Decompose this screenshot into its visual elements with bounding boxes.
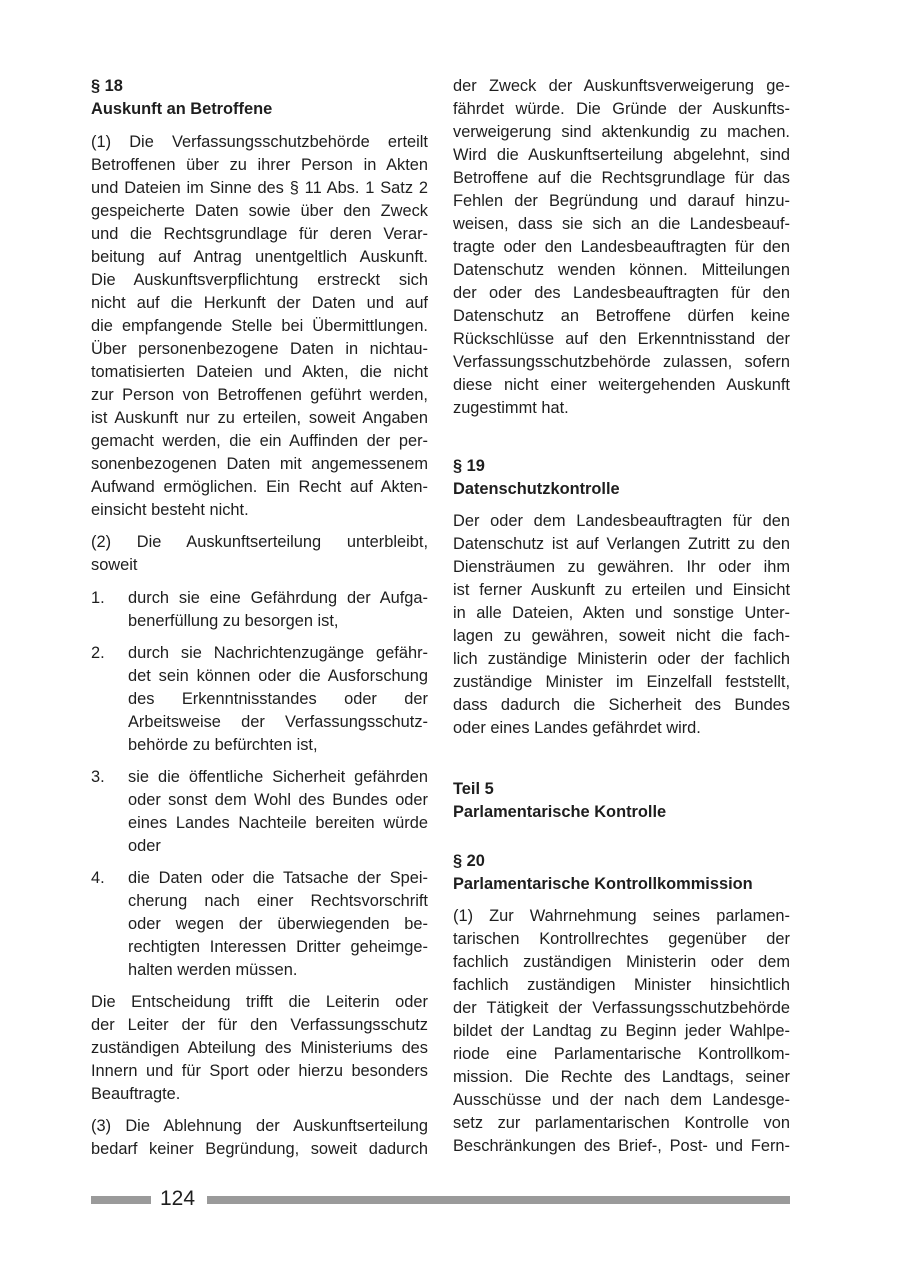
text-line: Über personenbezogene Daten in nichtau- — [91, 340, 428, 358]
list-number: 1. — [91, 589, 105, 607]
page-number: 124 — [160, 1187, 196, 1210]
text-line: Die Entscheidung trifft die Leiterin oder — [91, 993, 428, 1011]
section-20-title: Parlamentarische Kontrollkommission — [453, 875, 753, 893]
text-line: verweigerung sind aktenkundig zu machen. — [453, 123, 790, 141]
text-line: der oder des Landesbeauftragten für den — [453, 284, 790, 302]
text-line: ist ferner Auskunft zu erteilen und Einsicht — [453, 581, 790, 599]
text-line: (3) Die Ablehnung der Auskunftserteilung — [91, 1117, 428, 1135]
text-line: rechtigten Interessen Dritter geheimge- — [128, 938, 428, 956]
text-line: gespeicherte Daten sowie über den Zweck — [91, 202, 428, 220]
text-line: Innern und für Sport oder hierzu besonders — [91, 1062, 428, 1080]
text-line: Rückschlüsse auf den Erkenntnisstand der — [453, 330, 790, 348]
text-line: und die Rechtsgrundlage für deren Verar- — [91, 225, 428, 243]
text-line: zugestimmt hat. — [453, 399, 569, 417]
text-line: beitung auf Antrag unentgeltlich Auskunft. — [91, 248, 428, 266]
text-line: oder wegen der überwiegenden be- — [128, 915, 428, 933]
text-line: des Erkenntnisstandes oder der — [128, 690, 428, 708]
section-19-title: Datenschutzkontrolle — [453, 480, 620, 498]
text-line: Fehlen der Begründung und darauf hinzu- — [453, 192, 790, 210]
text-line: gemacht werden, die ein Auffinden der per- — [91, 432, 428, 450]
text-line: Datenschutz ist auf Verlangen Zutritt zu den — [453, 535, 790, 553]
text-line: Datenschutz an Betroffene dürfen keine — [453, 307, 790, 325]
text-line: tragte oder den Landesbeauftragten für den — [453, 238, 790, 256]
text-line: nicht auf die Herkunft der Daten und auf — [91, 294, 428, 312]
text-line: in alle Dateien, Akten und sonstige Unter- — [453, 604, 790, 622]
text-line: tarischen Kontrollrechtes gegenüber der — [453, 930, 790, 948]
text-line: ist Auskunft nur zu erteilen, soweit Angaben — [91, 409, 428, 427]
text-line: Betroffene auf die Rechtsgrundlage für das — [453, 169, 790, 187]
text-line: Beauftragte. — [91, 1085, 181, 1103]
text-line: die Daten oder die Tatsache der Spei- — [128, 869, 428, 887]
text-line: tomatisierten Dateien und Akten, die nicht — [91, 363, 428, 381]
text-line: benerfüllung zu besorgen ist, — [128, 612, 339, 630]
section-18-number: § 18 — [91, 77, 123, 95]
text-line: lagen zu gewähren, soweit nicht die fach- — [453, 627, 790, 645]
text-line: det sein können oder die Ausforschung — [128, 667, 428, 685]
text-line: der Tätigkeit der Verfassungsschutzbehörde — [453, 999, 790, 1017]
text-line: setz zur parlamentarischen Kontrolle von — [453, 1114, 790, 1132]
list-number: 4. — [91, 869, 105, 887]
text-line: der Leiter der für den Verfassungsschutz — [91, 1016, 428, 1034]
part-5-title: Parlamentarische Kontrolle — [453, 803, 667, 821]
footer-rule-left — [91, 1196, 151, 1204]
text-line: fährdet würde. Die Gründe der Auskunfts- — [453, 100, 790, 118]
text-line: bedarf keiner Begründung, soweit dadurch — [91, 1140, 428, 1158]
part-5-number: Teil 5 — [453, 780, 494, 798]
text-line: sonenbezogenen Daten mit angemessenem — [91, 455, 428, 473]
text-line: soweit — [91, 556, 138, 574]
section-18-title: Auskunft an Betroffene — [91, 100, 273, 118]
footer-rule-right — [207, 1196, 790, 1204]
text-line: Ausschüsse und der nach dem Landesge- — [453, 1091, 790, 1109]
text-line: die empfangende Stelle bei Übermittlungen. — [91, 317, 428, 335]
text-line: der Zweck der Auskunftsverweigerung ge- — [453, 77, 790, 95]
text-line: durch sie eine Gefährdung der Aufga- — [128, 589, 428, 607]
text-line: riode eine Parlamentarische Kontrollkom- — [453, 1045, 790, 1063]
text-line: diese nicht einer weitergehenden Auskunft — [453, 376, 790, 394]
text-line: oder eines Landes gefährdet wird. — [453, 719, 701, 737]
text-line: einsicht besteht nicht. — [91, 501, 249, 519]
text-line: fachlich zuständigen Minister hinsichtlich — [453, 976, 790, 994]
text-line: oder sonst dem Wohl des Bundes oder — [128, 791, 428, 809]
text-line: zuständigen Abteilung des Ministeriums des — [91, 1039, 428, 1057]
text-line: Verfassungsschutzbehörde zulassen, sofern — [453, 353, 790, 371]
text-line: (1) Zur Wahrnehmung seines parlamen- — [453, 907, 790, 925]
text-line: Datenschutz wenden können. Mitteilungen — [453, 261, 790, 279]
text-line: durch sie Nachrichtenzugänge gefähr- — [128, 644, 428, 662]
section-19-number: § 19 — [453, 457, 485, 475]
text-line: Diensträumen zu gewähren. Ihr oder ihm — [453, 558, 790, 576]
text-line: zuständige Minister im Einzelfall feststellt, — [453, 673, 790, 691]
text-line: Beschränkungen des Brief-, Post- und Fern- — [453, 1137, 790, 1155]
text-line: lich zuständige Ministerin oder der fachlich — [453, 650, 790, 668]
text-line: und Dateien im Sinne des § 11 Abs. 1 Satz 2 — [91, 179, 428, 197]
text-line: dass dadurch die Sicherheit des Bundes — [453, 696, 790, 714]
list-number: 2. — [91, 644, 105, 662]
text-line: zur Person von Betroffenen geführt werden, — [91, 386, 428, 404]
text-line: (1) Die Verfassungsschutzbehörde erteilt — [91, 133, 428, 151]
text-line: Die Auskunftsverpflichtung erstreckt sich — [91, 271, 428, 289]
text-line: cherung nach einer Rechtsvorschrift — [128, 892, 428, 910]
text-line: sie die öffentliche Sicherheit gefährden — [128, 768, 428, 786]
text-line: bildet der Landtag zu Beginn jeder Wahlpe- — [453, 1022, 790, 1040]
list-number: 3. — [91, 768, 105, 786]
text-line: eines Landes Nachteile bereiten würde — [128, 814, 428, 832]
text-line: fachlich zuständigen Ministerin oder dem — [453, 953, 790, 971]
text-line: mission. Die Rechte des Landtags, seiner — [453, 1068, 790, 1086]
text-line: Aufwand ermöglichen. Ein Recht auf Akten- — [91, 478, 428, 496]
text-line: Wird die Auskunftserteilung abgelehnt, sind — [453, 146, 790, 164]
text-line: halten werden müssen. — [128, 961, 298, 979]
text-line: behörde zu befürchten ist, — [128, 736, 318, 754]
text-line: oder — [128, 837, 161, 855]
text-line: Arbeitsweise der Verfassungsschutz- — [128, 713, 428, 731]
section-20-number: § 20 — [453, 852, 485, 870]
text-line: weisen, dass sie sich an die Landesbeauf- — [453, 215, 790, 233]
text-line: Der oder dem Landesbeauftragten für den — [453, 512, 790, 530]
text-line: Betroffenen über zu ihrer Person in Akten — [91, 156, 428, 174]
text-line: (2) Die Auskunftserteilung unterbleibt, — [91, 533, 428, 551]
